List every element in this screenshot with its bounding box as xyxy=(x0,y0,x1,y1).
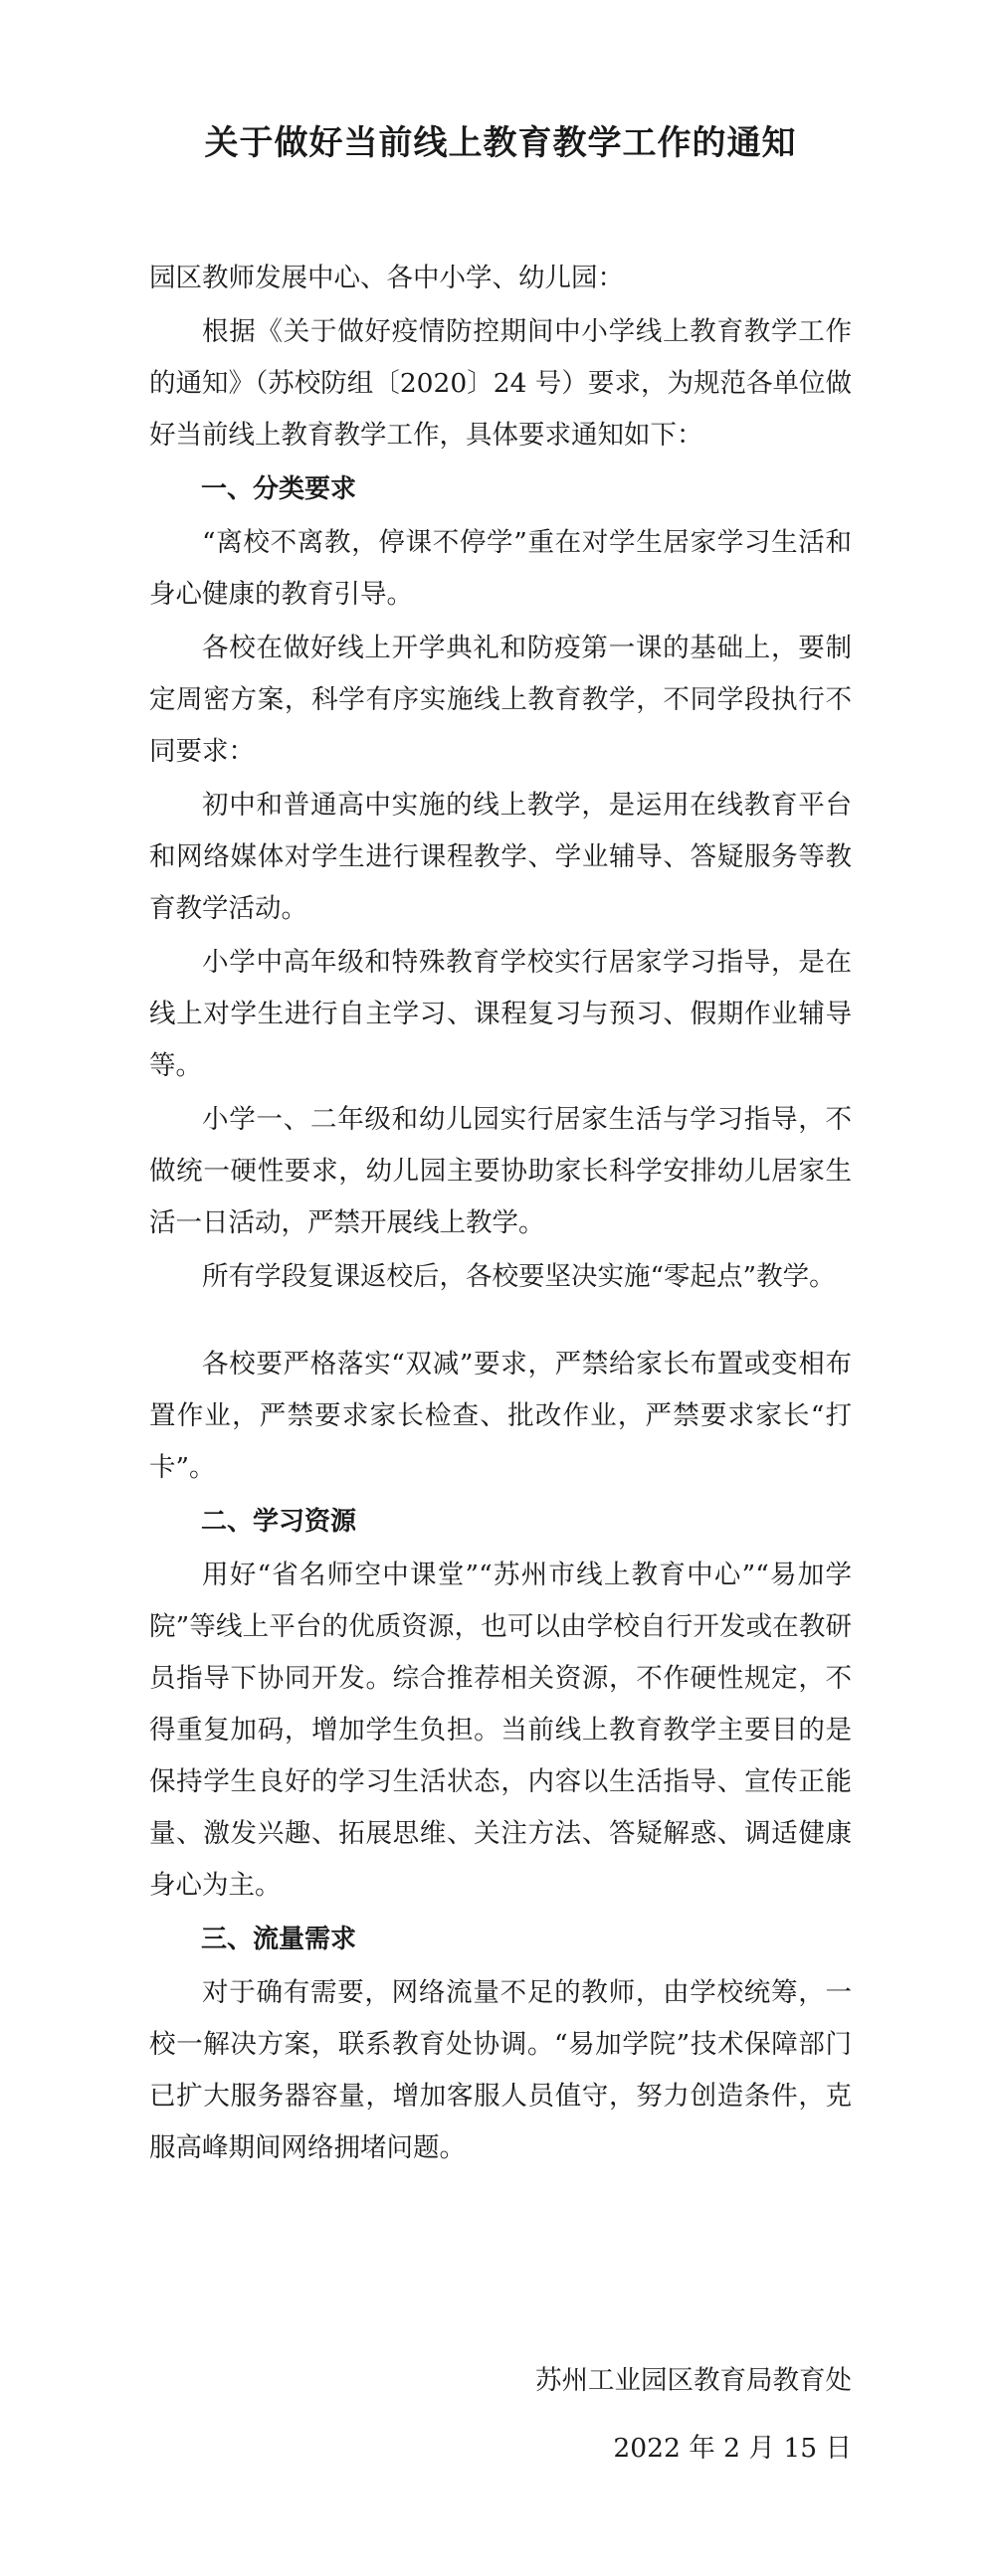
notice-document xyxy=(0,117,995,2576)
salutation: 园区教师发展中心、各中小学、幼儿园： xyxy=(149,263,624,293)
section-heading-resources: 二、学习资源 xyxy=(201,1507,357,1537)
paragraph: 小学中高年级和特殊教育学校实行居家学习指导，是在线上对学生进行自主学习、课程复习与预习、假期作业辅导等。 xyxy=(149,947,852,1081)
paragraph: 初中和普通高中实施的线上教学，是运用在线教育平台和网络媒体对学生进行课程教学、学业辅导、答疑服务等教育教学活动。 xyxy=(149,790,852,924)
document-title: 关于做好当前线上教育教学工作的通知 xyxy=(204,123,797,163)
paragraph: 对于确有需要，网络流量不足的教师，由学校统筹，一校一解决方案，联系教育处协调。“易加学院”技术保障部门已扩大服务器容量，增加客服人员值守，努力创造条件，克服高峰期间网络拥堵问题。 xyxy=(149,1977,852,2163)
section-heading-classification: 一、分类要求 xyxy=(201,474,357,504)
section-heading-traffic: 三、流量需求 xyxy=(201,1925,357,1954)
paragraph: “离校不离教，停课不停学”重在对学生居家学习生活和身心健康的教育引导。 xyxy=(149,527,852,610)
intro-paragraph: 根据《关于做好疫情防控期间中小学线上教育教学工作的通知》（苏校防组〔2020〕24 号）要求，为规范各单位做好当前线上教育教学工作，具体要求通知如下： xyxy=(149,316,852,451)
paragraph: 所有学段复课返校后，各校要坚决实施“零起点”教学。 xyxy=(202,1261,836,1292)
issuing-organization: 苏州工业园区教育局教育处 xyxy=(535,2365,852,2396)
signature-block xyxy=(535,2355,852,2490)
issue-date: 2022 年 2 月 15 日 xyxy=(613,2433,852,2464)
paragraph: 用好“省名师空中课堂”“苏州市线上教育中心”“易加学院”等线上平台的优质资源，也可以由学校自行开发或在教研员指导下协同开发。综合推荐相关资源，不作硬性规定，不得重复加码，增加学生负担。当前线上教育教学主要目的是保持学生良好的学习生活状态，内容以生活指导、宣传正能量、激发兴趣、拓展思维、关注方法、答疑解惑、调适健康身心为主。 xyxy=(149,1560,852,1901)
paragraph: 各校在做好线上开学典礼和防疫第一课的基础上，要制定周密方案，科学有序实施线上教育教学，不同学段执行不同要求： xyxy=(149,633,852,767)
paragraph: 小学一、二年级和幼儿园实行居家生活与学习指导，不做统一硬性要求，幼儿园主要协助家长科学安排幼儿居家生活一日活动，严禁开展线上教学。 xyxy=(149,1104,852,1238)
paragraph: 各校要严格落实“双减”要求，严禁给家长布置或变相布置作业，严禁要求家长检查、批改作业，严禁要求家长“打卡”。 xyxy=(149,1349,852,1483)
